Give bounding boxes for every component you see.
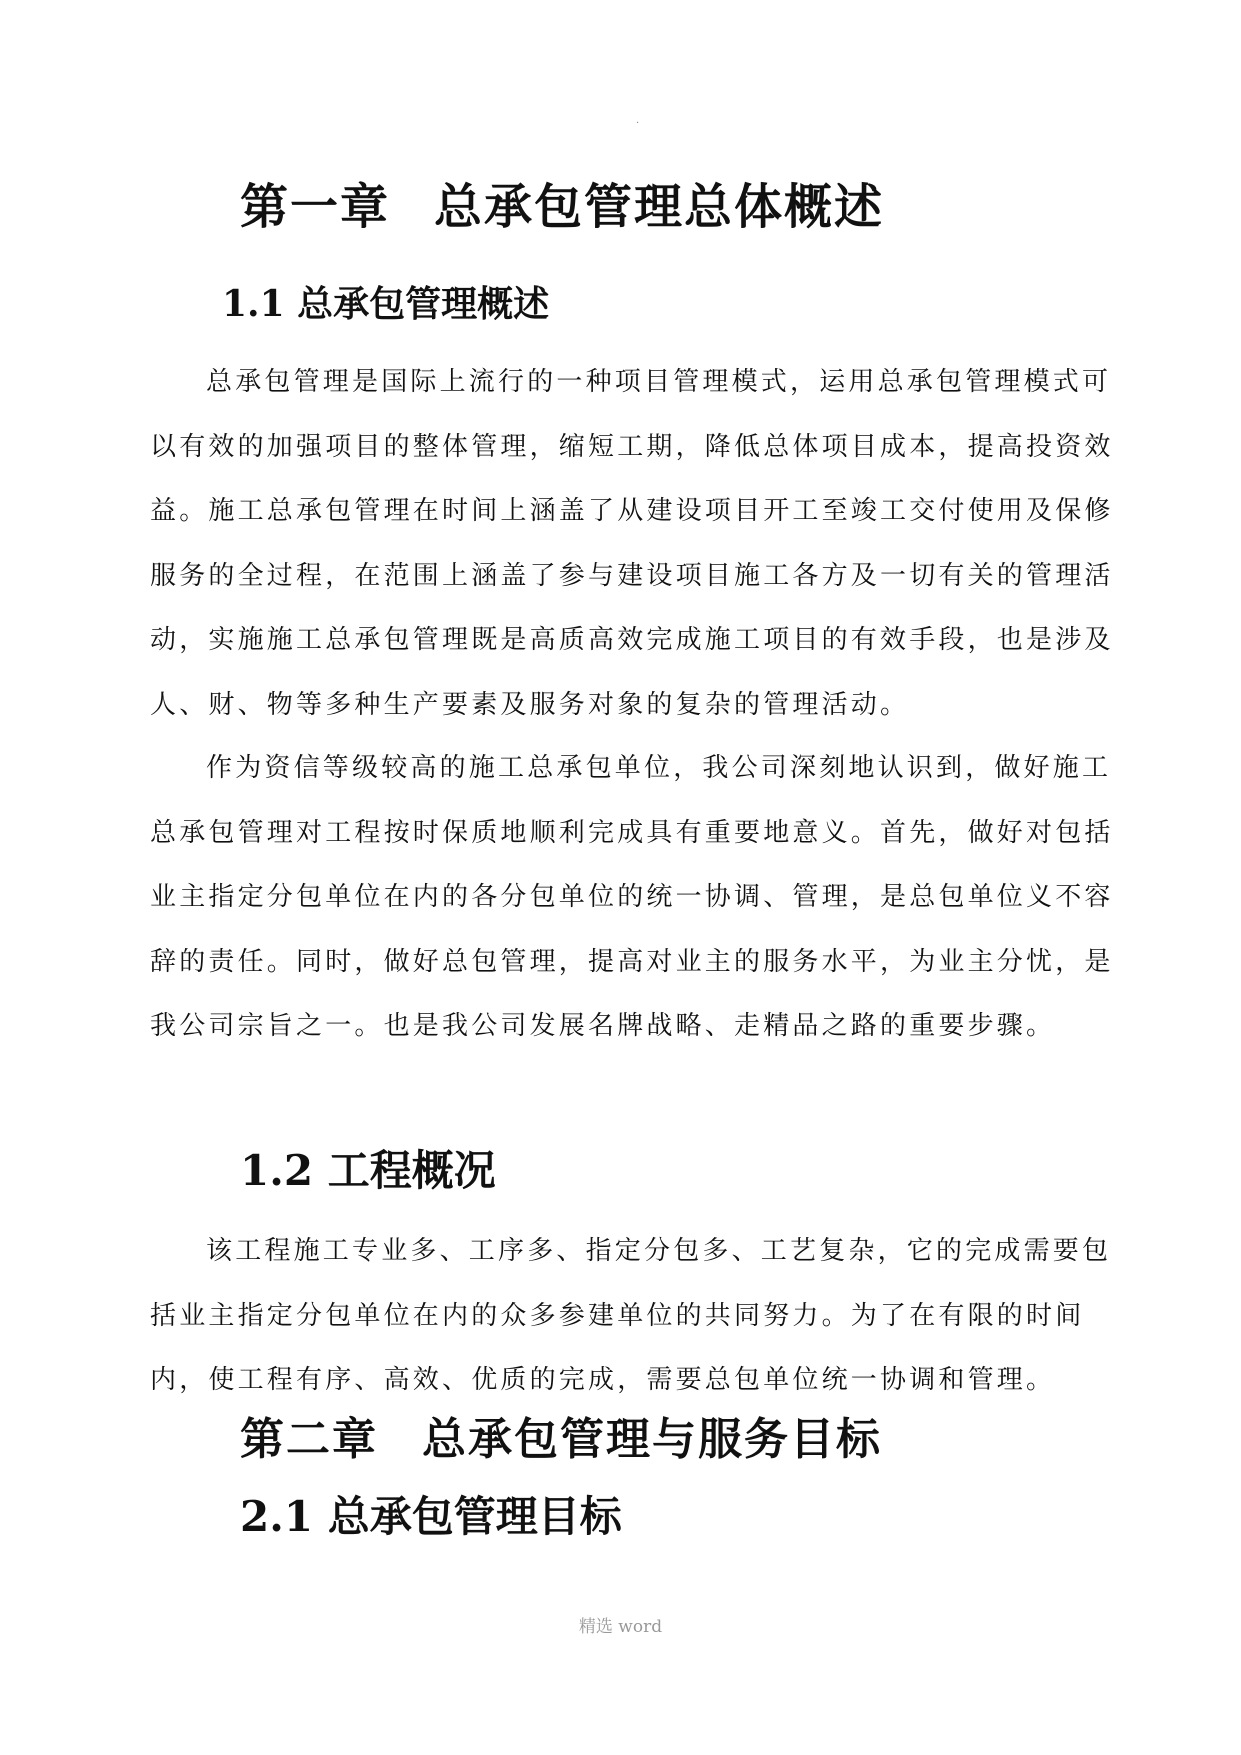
chapter-2-heading: [240, 1414, 882, 1465]
paragraph-1-1-b: 作为资信等级较高的施工总承包单位，我公司深刻地认识到，做好施工总承包管理对工程按时保质地顺利完成具有重要地意义。首先，做好对包括业主指定分包单位在内的各分包单位的统一协调、管理，是总包单位义不容辞的责任。同时，做好总包管理，提高对业主的服务水平，为业主分忧，是我公司宗旨之一。也是我公司发展名牌战略、走精品之路的重要步骤。: [150, 753, 1114, 1041]
chapter-1-label: 第一章: [240, 179, 391, 235]
paragraph-1-2: 该工程施工专业多、工序多、指定分包多、工艺复杂，它的完成需要包括业主指定分包单位在内的众多参建单位的共同努力。为了在有限的时间内，使工程有序、高效、优质的完成，需要总包单位统一协调和管理。: [150, 1236, 1112, 1395]
footer-watermark: 精选 word: [578, 1617, 663, 1637]
section-2-1-heading: 2.1 总承包管理目标: [240, 1492, 622, 1541]
chapter-2-label: 第二章: [240, 1414, 378, 1465]
chapter-1-title: 总承包管理总体概述: [434, 179, 885, 235]
paragraph-1-1-a: 总承包管理是国际上流行的一种项目管理模式，运用总承包管理模式可以有效的加强项目的整体管理，缩短工期，降低总体项目成本，提高投资效益。施工总承包管理在时间上涵盖了从建设项目开工至竣工交付使用及保修服务的全过程，在范围上涵盖了参与建设项目施工各方及一切有关的管理活动，实施施工总承包管理既是高质高效完成施工项目的有效手段，也是涉及人、财、物等多种生产要素及服务对象的复杂的管理活动。: [150, 367, 1114, 720]
section-1-1-heading: 1.1 总承包管理概述: [222, 283, 550, 325]
header-dot: ·: [636, 118, 640, 129]
chapter-2-title: 总承包管理与服务目标: [422, 1414, 882, 1465]
chapter-1-heading: [240, 179, 885, 235]
section-1-2-heading: 1.2 工程概况: [240, 1146, 496, 1195]
